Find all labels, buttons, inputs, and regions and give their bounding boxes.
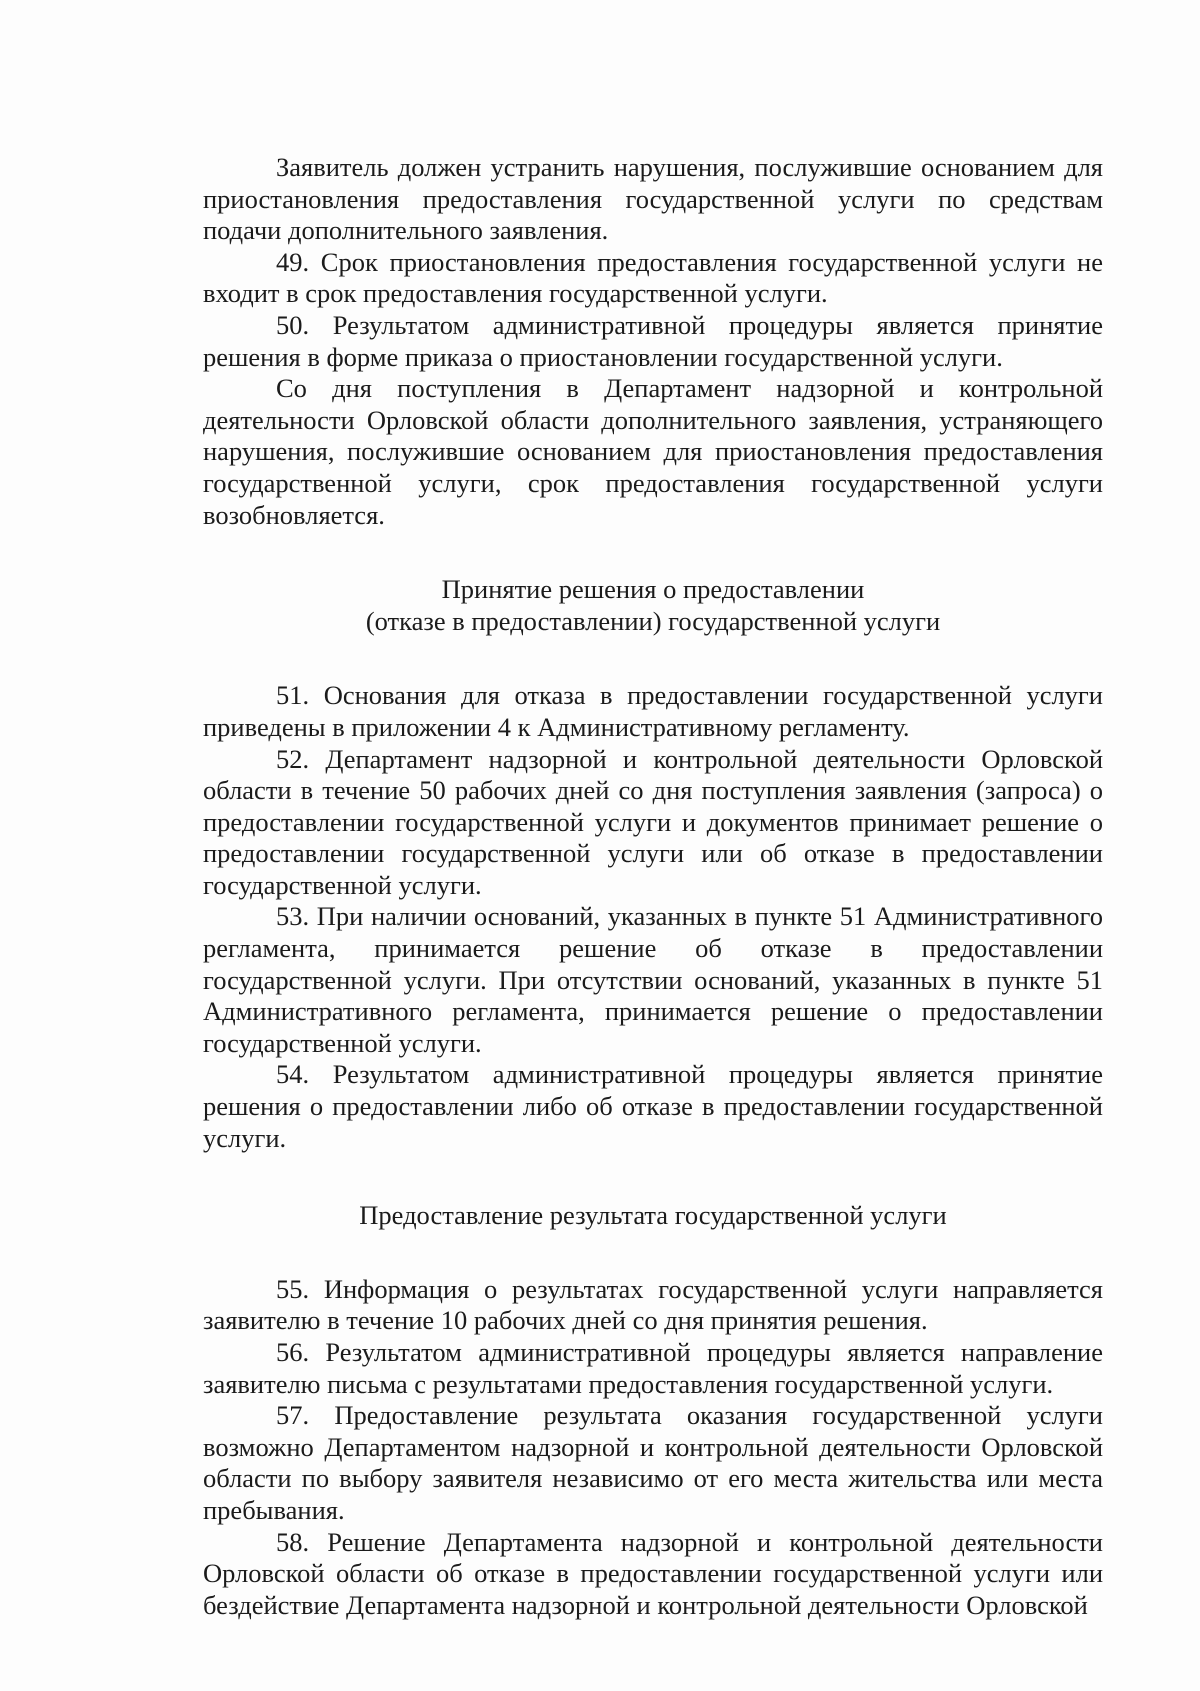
paragraph-49: 49. Срок приостановления предоставления государственной услуги не входит в срок предоставления государственной услуги. (203, 246, 1103, 309)
paragraph-51: 51. Основания для отказа в предоставлении государственной услуги приведены в приложении 4 к Административному регламенту. (203, 680, 1103, 742)
section-heading-decision-line1: Принятие решения о предоставлении (441, 574, 865, 605)
paragraph-57: 57. Предоставление результата оказания государственной услуги возможно Департаментом надзорной и контрольной деятельности Орловской области по выбору заявителя независимо от его места жительства или места пребывания. (203, 1400, 1103, 1525)
document-body (203, 152, 1103, 1621)
paragraph-52: 52. Департамент надзорной и контрольной деятельности Орловской области в течение 50 рабочих дней со дня поступления заявления (запроса) о предоставлении государственной услуги и документов принимает решение о предоставлении государственной услуги или об отказе в предоставлении государственной услуги. (203, 743, 1103, 900)
paragraph-53: 53. При наличии оснований, указанных в пункте 51 Административного регламента, принимается решение об отказе в предоставлении государственной услуги. При отсутствии оснований, указанных в пункте 51 Административного регламента, принимается решение о предоставлении государственной услуги. (203, 901, 1103, 1058)
paragraph-resumption: Со дня поступления в Департамент надзорной и контрольной деятельности Орловской области дополнительного заявления, устраняющего нарушения, послужившие основанием для приостановления предоставления государственной услуги, срок предоставления государственной услуги возобновляется. (203, 373, 1103, 530)
section-heading-decision (203, 574, 1103, 637)
paragraph-58: 58. Решение Департамента надзорной и контрольной деятельности Орловской области об отказе в предоставлении государственной услуги или бездействие Департамента надзорной и контрольной деятельности Орловской (203, 1526, 1103, 1620)
paragraph-50: 50. Результатом административной процедуры является принятие решения в форме приказа о приостановлении государственной услуги. (203, 309, 1103, 372)
section-heading-result: Предоставление результата государственной услуги (359, 1200, 947, 1231)
paragraph-applicant-must-fix: Заявитель должен устранить нарушения, послужившие основанием для приостановления предоставления государственной услуги по средствам подачи дополнительного заявления. (203, 152, 1103, 246)
paragraph-56: 56. Результатом административной процедуры является направление заявителю письма с результатами предоставления государственной услуги. (203, 1337, 1103, 1399)
paragraph-54: 54. Результатом административной процедуры является принятие решения о предоставлении либо об отказе в предоставлении государственной услуги. (203, 1059, 1103, 1153)
paragraph-55: 55. Информация о результатах государственной услуги направляется заявителю в течение 10 рабочих дней со дня принятия решения. (203, 1273, 1103, 1336)
section-heading-decision-line2: (отказе в предоставлении) государственной услуги (365, 605, 941, 636)
